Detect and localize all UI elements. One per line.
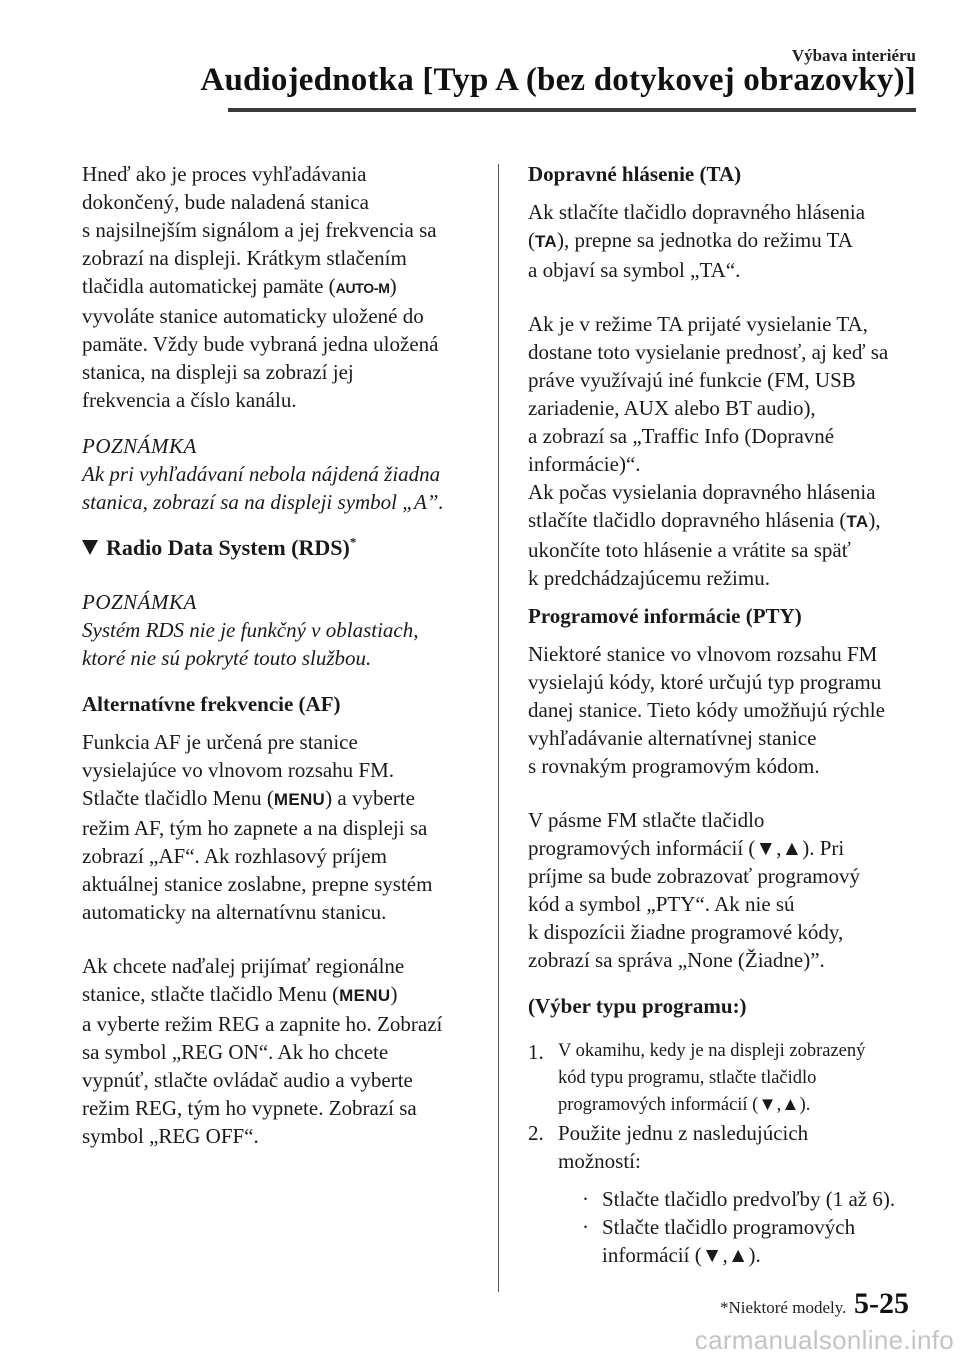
right-column — [528, 160, 920, 1269]
ta-paragraph: Ak stlačíte tlačidlo dopravného hlásenia (TA), prepne sa jednotka do režimu TA a objaví sa symbol „TA“. — [528, 200, 866, 282]
menu-button-label: MENU — [339, 986, 391, 1005]
page-number: 5-25 — [854, 1287, 909, 1320]
search-result-paragraph: Hneď ako je proces vyhľadávania dokončený, bude naladená stanica s najsilnejším signálom a jej frekvencia sa zobrazí na displeji. Krátkym stlačením tlačidla automatickej pamäte (AUTO-M) vyvoláte stanice automaticky uložené do pamäte. Vždy bude vybraná jedna uložená stanica, na displeji sa zobrazí jej frekvencia a číslo kanálu. — [82, 162, 439, 412]
ta-button-label: TA — [535, 232, 557, 251]
section-label: Výbava interiéru — [791, 46, 916, 65]
note-text: Ak pri vyhľadávaní nebola nájdená žiadna stanica, zobrazí sa na displeji symbol „A”. — [82, 462, 444, 514]
list-item: · Stlačte tlačidlo predvoľby (1 až 6). — [582, 1187, 896, 1211]
ta-priority-paragraph: Ak je v režime TA prijaté vysielanie TA, dostane toto vysielanie prednosť, aj keď sa práve využívajú iné funkcie (FM, USB zariadenie, AUX alebo BT audio), a zobrazí sa „Traffic Info (Dopravné informácie)“. Ak počas vysielania dopravného hlásenia stlačíte tlačidlo dopravného hlásenia (TA), ukončíte toto hlásenie a vrátite sa späť k predchádzajúcemu režimu. — [528, 312, 889, 590]
ta-heading: Dopravné hlásenie (TA) — [528, 162, 742, 186]
left-column — [82, 160, 482, 1150]
arrow-buttons-icon: ▼,▲ — [758, 1095, 800, 1115]
note-title: POZNÁMKA — [82, 590, 197, 614]
list-item: 1. V okamihu, kedy je na displeji zobrazený kód typu programu, stlačte tlačidlo programových informácií (▼,▲). — [528, 1040, 866, 1115]
column-divider — [498, 164, 499, 1292]
footnote: *Niektoré modely. — [720, 1298, 847, 1317]
bullet-icon: · — [582, 1215, 589, 1239]
note-text: Systém RDS nie je funkčný v oblastiach, ktoré nie sú pokryté touto službou. — [82, 618, 419, 670]
pty-heading: Programové informácie (PTY) — [528, 604, 802, 628]
auto-m-button-label: AUTO-M — [335, 280, 390, 296]
program-selection-heading: (Výber typu programu:) — [528, 994, 747, 1018]
reg-paragraph: Ak chcete naďalej prijímať regionálne stanice, stlačte tlačidlo Menu (MENU) a vyberte režim REG a zapnite ho. Zobrazí sa symbol „REG ON“. Ak ho chcete vypnúť, stlačte ovládač audio a vyberte režim REG, tým ho vypnete. Zobrazí sa symbol „REG OFF“. — [82, 954, 443, 1148]
note-title: POZNÁMKA — [82, 434, 197, 458]
pty-paragraph: Niektoré stanice vo vlnovom rozsahu FM vysielajú kódy, ktoré určujú typ programu danej stanice. Tieto kódy umožňujú rýchle vyhľadávanie alternatívnej stanice s rovnakým programovým kódom. — [528, 642, 885, 778]
bullet-icon: · — [582, 1187, 589, 1211]
rds-heading: Radio Data System (RDS)* — [82, 534, 482, 562]
list-item: · Stlačte tlačidlo programových informácií (▼,▲). — [582, 1215, 856, 1267]
af-paragraph: Funkcia AF je určená pre stanice vysielajúce vo vlnovom rozsahu FM. Stlačte tlačidlo Menu (MENU) a vyberte režim AF, tým ho zapnete a na displeji sa zobrazí „AF“. Ak rozhlasový príjem aktuálnej stanice zoslabne, prepne systém automaticky na alternatívnu stanicu. — [82, 730, 433, 924]
title-rule — [228, 108, 916, 112]
list-item: 2. Použite jednu z nasledujúcich možností: — [528, 1121, 809, 1173]
pty-usage-paragraph: V pásme FM stlačte tlačidlo programových informácií (▼,▲). Pri príjme sa bude zobrazovať programový kód a symbol „PTY“. Ak nie sú k dispozícii žiadne programové kódy, zobrazí sa správa „None (Žiadne)”. — [528, 808, 861, 972]
page-title: Audiojednotka [Typ A (bez dotykovej obrazovky)] — [200, 62, 916, 98]
watermark: carmanualsonline.info — [694, 1325, 954, 1355]
menu-button-label: MENU — [273, 790, 326, 809]
ta-button-label: TA — [846, 512, 869, 531]
af-heading: Alternatívne frekvencie (AF) — [82, 692, 341, 716]
triangle-down-icon — [82, 540, 98, 555]
arrow-buttons-icon: ▼,▲ — [701, 1243, 749, 1267]
arrow-buttons-icon: ▼,▲ — [755, 836, 803, 860]
